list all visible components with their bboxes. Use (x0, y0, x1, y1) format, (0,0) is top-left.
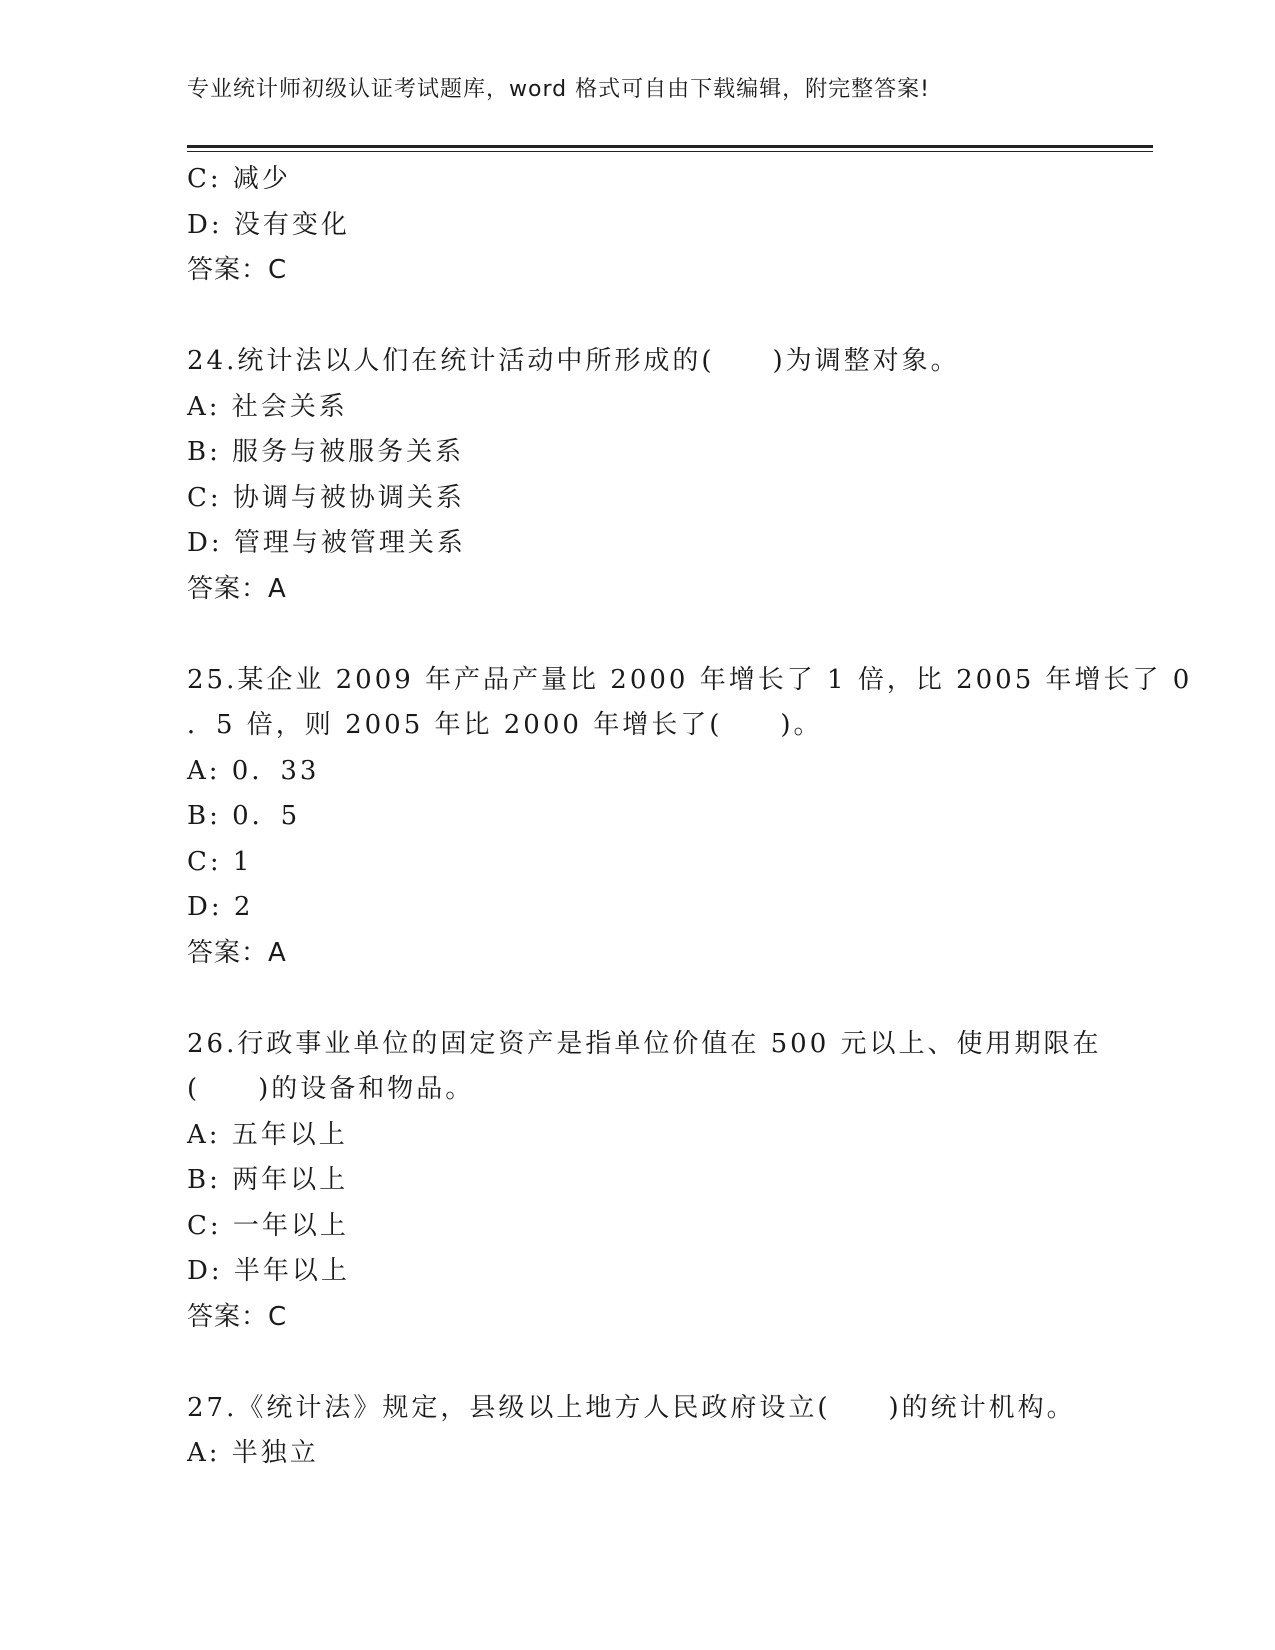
question-block (187, 1022, 1102, 1341)
option-line: D: 半年以上 (187, 1256, 350, 1286)
question-text: 26.行政事业单位的固定资产是指单位价值在 500 元以上、使用期限在 (187, 1028, 1102, 1059)
option-line: C: 一年以上 (187, 1210, 349, 1241)
option-line: B: 两年以上 (187, 1165, 349, 1195)
header-rule-thick (187, 145, 1153, 148)
option-line: A: 社会关系 (187, 391, 348, 422)
question-block (187, 658, 1193, 977)
header-rule-thin (187, 151, 1153, 152)
option-line: A: 半独立 (187, 1438, 319, 1468)
answer-line: 答案：C (187, 255, 288, 285)
option-line: D: 管理与被管理关系 (187, 528, 466, 558)
question-text: ( )的设备和物品。 (187, 1074, 475, 1104)
option-line: C: 减少 (187, 164, 291, 194)
page-header: 专业统计师初级认证考试题库，word 格式可自由下载编辑，附完整答案! (187, 77, 930, 102)
option-line: B: 0．5 (187, 801, 301, 831)
question-block (187, 1386, 1087, 1477)
option-line: B: 服务与被服务关系 (187, 437, 465, 467)
option-line: D: 2 (187, 892, 254, 922)
answer-line: 答案：C (187, 1301, 288, 1332)
question-block (187, 339, 1087, 612)
question-block (187, 157, 1087, 294)
question-text: 25.某企业 2009 年产品产量比 2000 年增长了 1 倍，比 2005 年增长了 0 (187, 664, 1193, 695)
question-list (187, 157, 1193, 1477)
answer-line: 答案：A (187, 937, 287, 968)
option-line: C: 协调与被协调关系 (187, 482, 465, 513)
question-text: 27.《统计法》规定，县级以上地方人民政府设立( )的统计机构。 (187, 1392, 1076, 1423)
answer-line: 答案：A (187, 573, 287, 604)
question-text: 24.统计法以人们在统计活动中所形成的( )为调整对象。 (187, 346, 960, 376)
option-line: A: 五年以上 (187, 1119, 348, 1150)
option-line: A: 0．33 (187, 755, 320, 786)
option-line: D: 没有变化 (187, 209, 350, 240)
question-text: ．5 倍，则 2005 年比 2000 年增长了( )。 (187, 710, 823, 740)
option-line: C: 1 (187, 846, 253, 877)
